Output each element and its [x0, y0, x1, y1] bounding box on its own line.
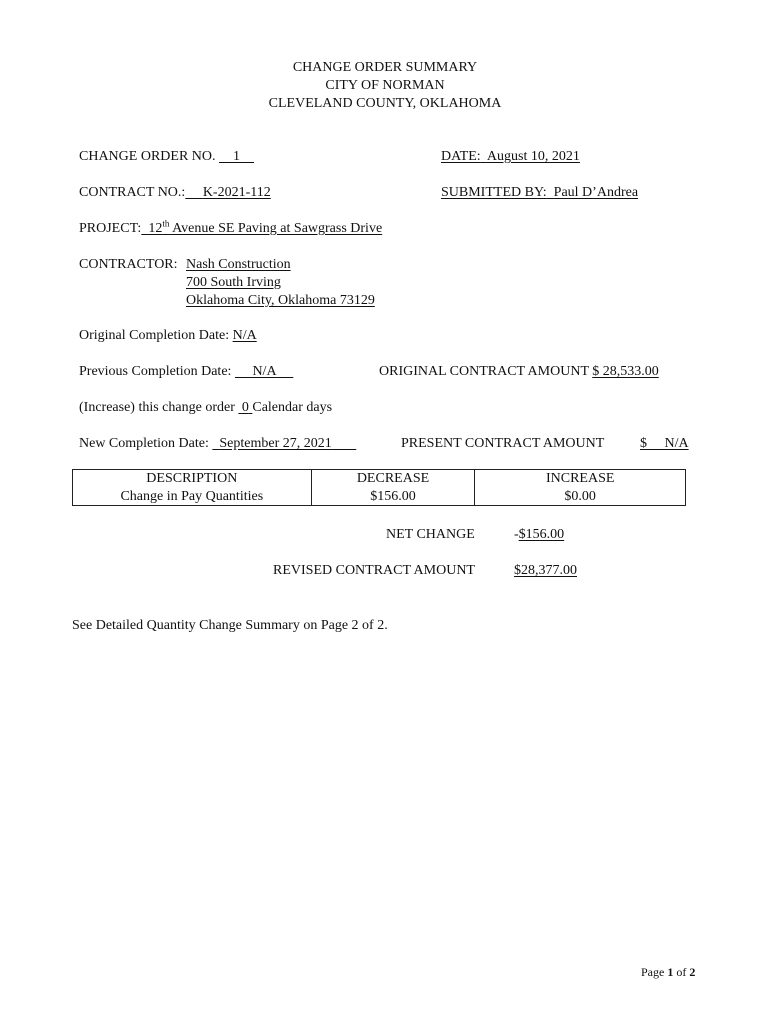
- cell-increase: $0.00: [475, 488, 686, 506]
- revised-contract-amount-label: REVISED CONTRACT AMOUNT: [273, 563, 475, 578]
- cell-description: Change in Pay Quantities: [73, 488, 312, 506]
- header-description: DESCRIPTION: [73, 470, 312, 488]
- present-contract-amount-label: PRESENT CONTRACT AMOUNT: [401, 436, 605, 451]
- project-label: PROJECT:: [79, 221, 142, 236]
- document-title: CHANGE ORDER SUMMARY: [292, 60, 478, 75]
- new-completion-value-wrap: [212, 436, 356, 451]
- submitted-by-field: [441, 185, 638, 201]
- contractor-street: 700 South Irving: [186, 275, 281, 290]
- page-word: Page: [641, 965, 665, 979]
- original-completion-label: Original Completion Date:: [79, 328, 230, 343]
- original-completion-field: [79, 328, 257, 344]
- project-field: [79, 218, 383, 237]
- increase-days-value-wrap: [238, 400, 252, 415]
- contract-no-label: CONTRACT NO.:: [79, 185, 186, 200]
- previous-completion-value-wrap: [235, 364, 293, 379]
- present-contract-amount-currency: $: [640, 436, 647, 451]
- change-order-value: 1: [233, 149, 240, 164]
- submitted-by-label: SUBMITTED BY:: [441, 185, 547, 200]
- date-value: August 10, 2021: [486, 149, 580, 164]
- new-completion-value: September 27, 2021: [219, 436, 332, 451]
- net-change-label: NET CHANGE: [386, 527, 475, 542]
- new-completion-field: [79, 436, 356, 452]
- increase-days-value: 0: [241, 400, 249, 415]
- change-order-value-wrap: [219, 149, 254, 164]
- previous-completion-field: [79, 364, 293, 380]
- increase-days-label-pre: (Increase) this change order: [79, 400, 235, 415]
- page-number: [641, 965, 695, 980]
- revised-contract-amount-value: $28,377.00: [514, 563, 577, 578]
- contract-no-field: [79, 185, 271, 201]
- project-value-text: Avenue SE Paving at Sawgrass Drive: [169, 221, 383, 236]
- submitted-by-value-wrap: [547, 185, 638, 200]
- previous-completion-value: N/A: [252, 364, 276, 379]
- cell-decrease: $156.00: [311, 488, 475, 506]
- project-value: [141, 218, 383, 236]
- original-contract-amount-label: ORIGINAL CONTRACT AMOUNT: [379, 364, 589, 379]
- net-change-value: $156.00: [518, 527, 565, 542]
- previous-completion-label: Previous Completion Date:: [79, 364, 232, 379]
- present-contract-amount-value: N/A: [664, 436, 689, 451]
- page-of-word: of: [676, 965, 687, 979]
- date-field: [441, 149, 580, 165]
- new-completion-label: New Completion Date:: [79, 436, 209, 451]
- page-total: 2: [689, 965, 696, 979]
- project-value-number: 12: [148, 221, 163, 236]
- change-summary-table: [72, 469, 686, 506]
- original-contract-amount-field: [379, 364, 659, 380]
- city-name: CITY OF NORMAN: [325, 78, 445, 93]
- table-header-row: [73, 470, 686, 488]
- contractor-label: CONTRACTOR:: [79, 257, 178, 272]
- net-change-sign: -: [514, 527, 519, 542]
- header-increase: INCREASE: [475, 470, 686, 488]
- contractor-name: Nash Construction: [186, 257, 291, 272]
- detail-note: See Detailed Quantity Change Summary on Page 2 of 2.: [72, 618, 388, 633]
- contract-no-value: K-2021-112: [202, 185, 271, 200]
- present-contract-amount-value-wrap: [640, 436, 689, 452]
- page-current: 1: [667, 965, 674, 979]
- net-change-amount: [514, 527, 564, 543]
- date-label: DATE:: [441, 149, 481, 164]
- contract-no-value-wrap: [185, 185, 270, 200]
- header-decrease: DECREASE: [311, 470, 475, 488]
- contractor-city: Oklahoma City, Oklahoma 73129: [186, 293, 375, 308]
- submitted-by-value: Paul D’Andrea: [553, 185, 639, 200]
- change-order-field: [79, 149, 254, 165]
- change-order-label: CHANGE ORDER NO.: [79, 149, 216, 164]
- project-value-ordinal: th: [162, 218, 170, 229]
- date-value-wrap: [481, 149, 580, 164]
- increase-days-label-post: Calendar days: [252, 400, 333, 415]
- original-completion-value: N/A: [232, 328, 257, 343]
- increase-days-field: [79, 400, 332, 416]
- original-contract-amount-value: $ 28,533.00: [592, 364, 659, 379]
- county-state: CLEVELAND COUNTY, OKLAHOMA: [268, 96, 502, 111]
- table-row: [73, 488, 686, 506]
